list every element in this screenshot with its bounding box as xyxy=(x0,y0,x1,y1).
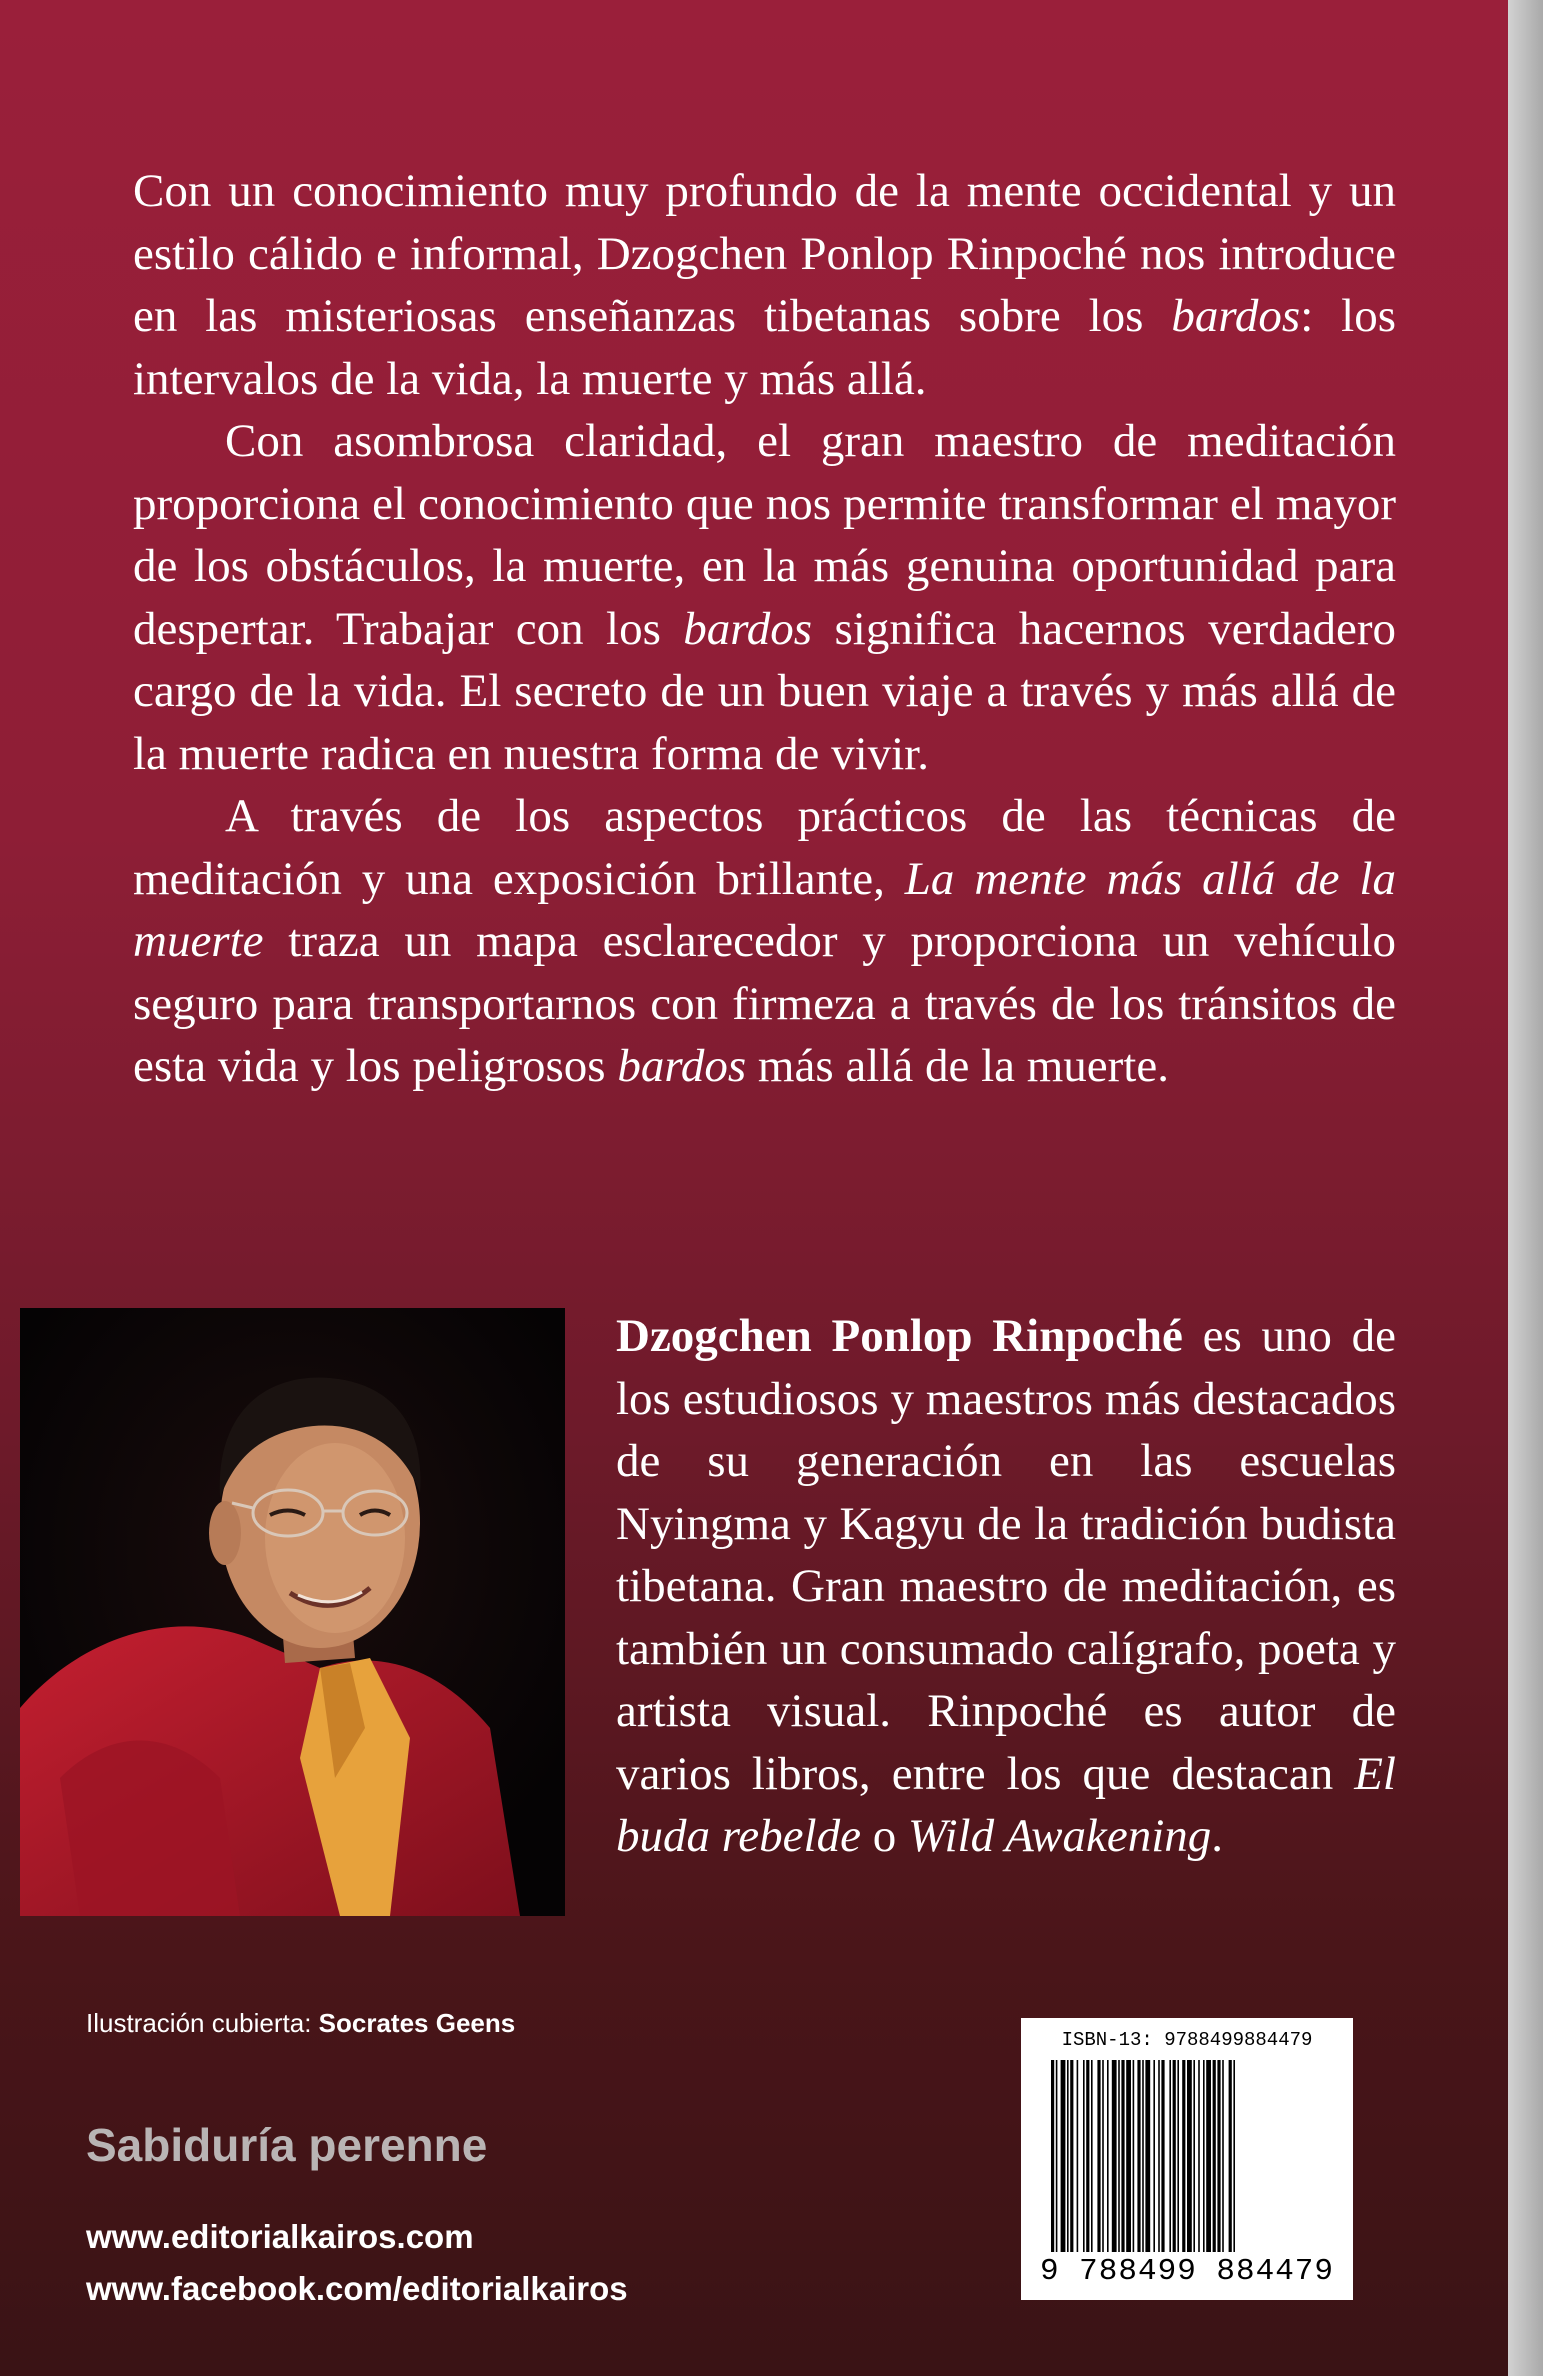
author-photo xyxy=(20,1308,565,1916)
isbn-label: ISBN-13: 9788499884479 xyxy=(1061,2029,1313,2051)
website-link[interactable]: www.editorialkairos.com xyxy=(86,2218,474,2255)
isbn-barcode xyxy=(1021,2018,1353,2300)
isbn-number: 9 788499 884479 xyxy=(1039,2254,1335,2289)
synopsis-paragraph-3: A través de los aspectos prácticos de las técnicas de meditación y una exposición brillante, La mente más allá de la muerte traza un mapa esclarecedor y proporciona un vehículo seguro para transportarnos con firmeza a través de los tránsitos de esta vida y los peligrosos bardos más allá de la muerte. xyxy=(133,790,1396,1092)
author-bio-paragraph: Dzogchen Ponlop Rinpoché es uno de los estudiosos y maestros más destacados de su generación en las escuelas Nyingma y Kagyu de la tradición budista tibetana. Gran maestro de meditación, es también un consumado calígrafo, poeta y artista visual. Rinpoché es autor de varios libros, entre los que destacan El buda rebelde o Wild Awakening. xyxy=(616,1310,1396,1862)
author-name: Dzogchen Ponlop Rinpoché xyxy=(616,1310,1183,1362)
synopsis-text xyxy=(133,160,1396,1098)
illustration-credit: Ilustración cubierta: Socrates Geens xyxy=(86,2008,516,2038)
facebook-link[interactable]: www.facebook.com/editorialkairos xyxy=(86,2270,628,2307)
synopsis-paragraph-2: Con asombrosa claridad, el gran maestro de meditación proporciona el conocimiento que nos permite transformar el mayor de los obstáculos, la muerte, en la más genuina oportunidad para despertar. Trabajar con los bardos significa hacernos verdadero cargo de la vida. El secreto de un buen viaje a través y más allá de la muerte radica en nuestra forma de vivir. xyxy=(133,415,1396,780)
collection-name: Sabiduría perenne xyxy=(86,2119,488,2171)
author-portrait-illustration xyxy=(20,1308,565,1916)
spine-edge xyxy=(1508,0,1543,2376)
synopsis-paragraph-1: Con un conocimiento muy profundo de la mente occidental y un estilo cálido e informal, Dzogchen Ponlop Rinpoché nos introduce en las misteriosas enseñanzas tibetanas sobre los bardos: los intervalos de la vida, la muerte y más allá. xyxy=(133,165,1396,405)
book-title: Wild Awakening xyxy=(907,1810,1212,1862)
barcode-icon xyxy=(1047,2060,1327,2252)
author-bio xyxy=(616,1305,1396,1868)
book-title: El buda rebelde xyxy=(616,1747,1396,1862)
